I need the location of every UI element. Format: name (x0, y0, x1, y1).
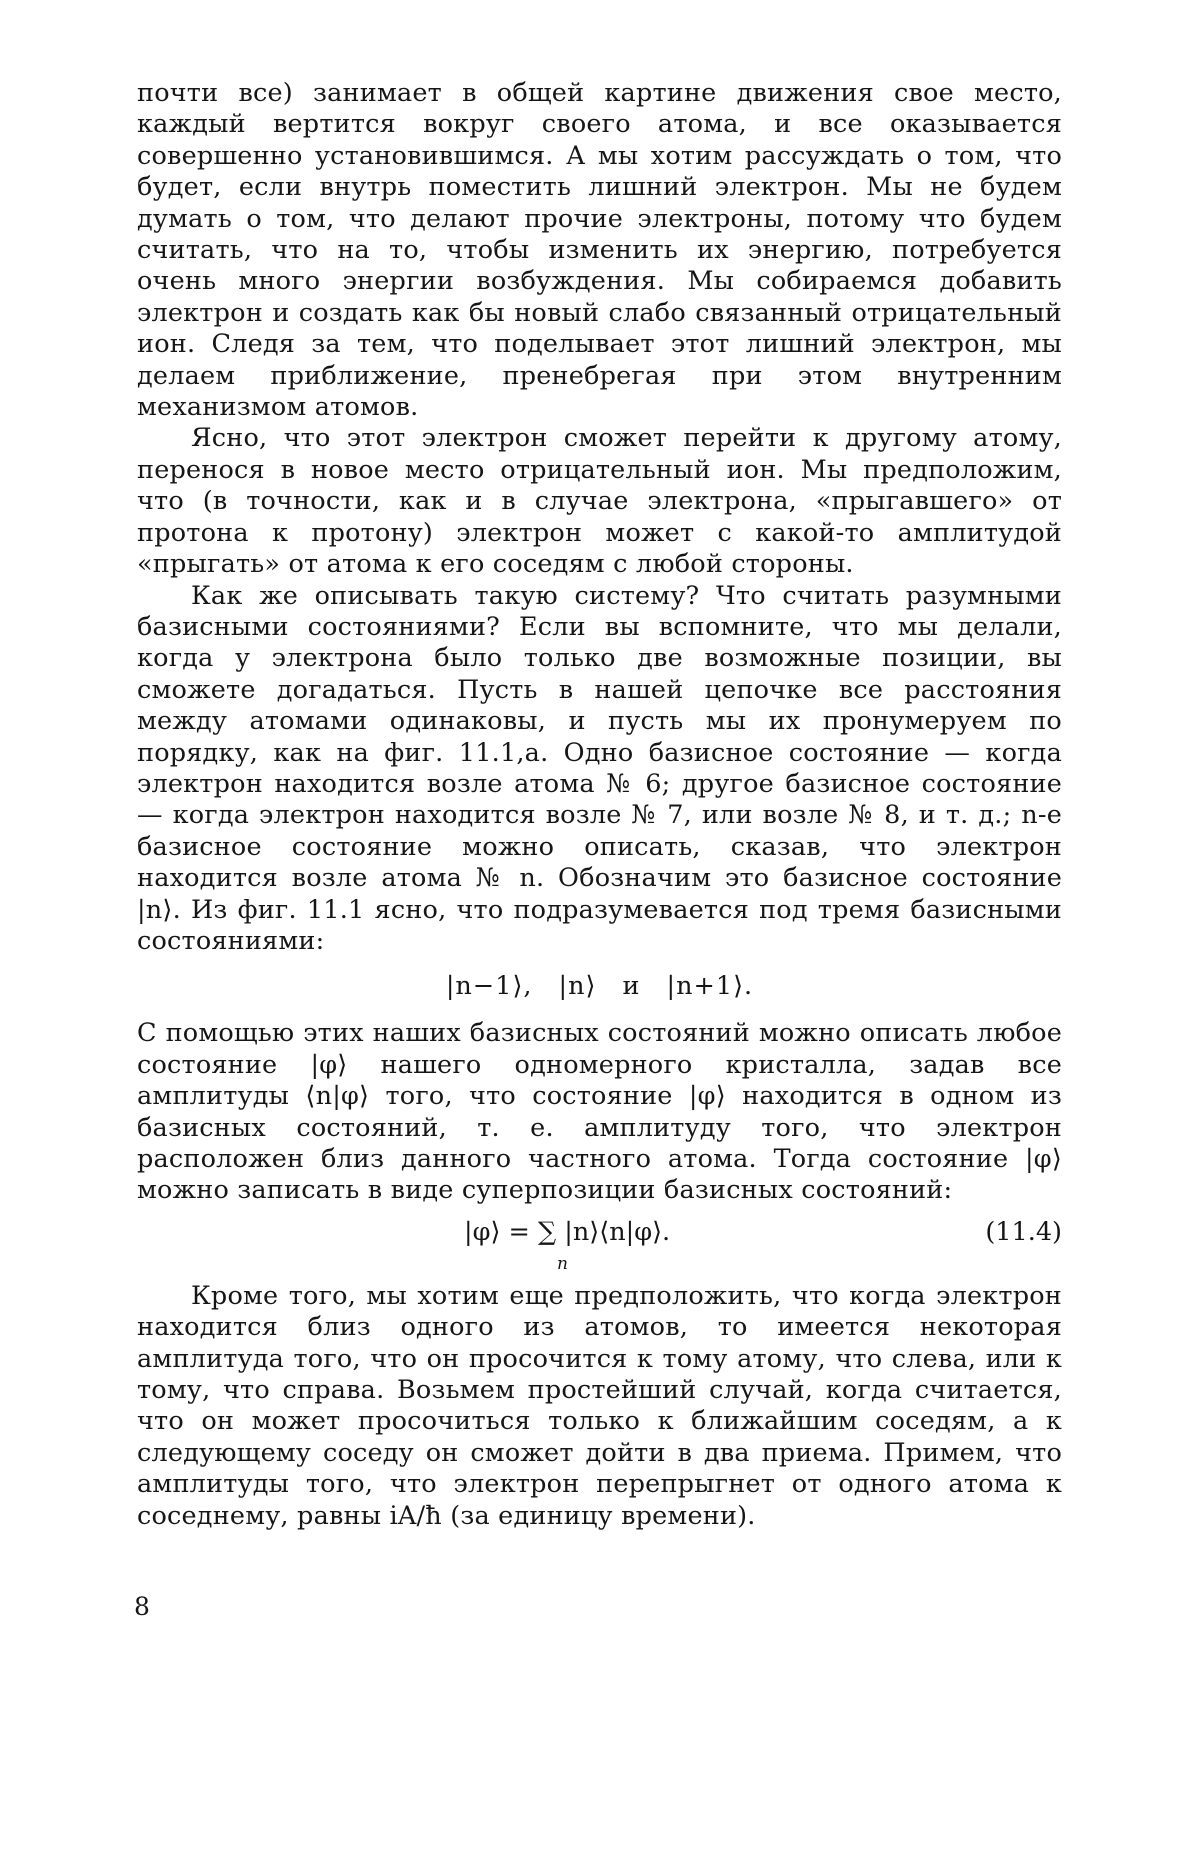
basis-states-formula (137, 971, 1062, 1002)
paragraph-4: С помощью этих наших базисных состояний можно описать любое состояние |φ⟩ нашего одномерного кристалла, задав все амплитуды ⟨n|φ⟩ того, что состояние |φ⟩ находится в одном из базисных состояний, т. е. амплитуду того, что электрон расположен близ данного частного атома. Тогда состояние |φ⟩ можно записать в виде суперпозиции базисных состояний: (137, 1018, 1062, 1206)
paragraph-1: почти все) занимает в общей картине движения свое место, каждый вертится вокруг своего атома, и все оказывается совершенно установившимся. А мы хотим рассуждать о том, что будет, если внутрь поместить лишний электрон. Мы не будем думать о том, что делают прочие электроны, потому что будем считать, что на то, чтобы изменить их энергию, потребуется очень много энергии возбуждения. Мы собираемся добавить электрон и создать как бы новый слабо связанный отрицательный ион. Следя за тем, что поделывает этот лишний электрон, мы делаем приближение, пренебрегая при этом внутренним механизмом атомов. (137, 78, 1062, 423)
page-number: 8 (134, 1592, 150, 1621)
sum-index: n (557, 1253, 568, 1274)
equation-11-4 (137, 1213, 1062, 1275)
basis-state-n: |n⟩ (558, 971, 597, 1002)
conjunction: и (622, 971, 641, 1002)
basis-state-n-plus-1: |n+1⟩. (666, 971, 754, 1002)
equation-body: |φ⟩ = ∑ |n⟩⟨n|φ⟩. (464, 1216, 671, 1247)
basis-state-n-minus-1: |n−1⟩, (445, 971, 533, 1002)
page-body (137, 78, 1062, 1532)
equation-number: (11.4) (985, 1216, 1062, 1247)
paragraph-3: Как же описывать такую систему? Что считать разумными базисными состояниями? Если вы вспомните, что мы делали, когда у электрона было только две возможные позиции, вы сможете догадаться. Пусть в нашей цепочке все расстояния между атомами одинаковы, и пусть мы их пронумеруем по порядку, как на фиг. 11.1,а. Одно базисное состояние — когда электрон находится возле атома № 6; другое базисное состояние — когда электрон находится возле № 7, или возле № 8, и т. д.; n-е базисное состояние можно описать, сказав, что электрон находится возле атома № n. Обозначим это базисное состояние |n⟩. Из фиг. 11.1 ясно, что подразумевается под тремя базисными состояниями: (137, 580, 1062, 956)
paragraph-2: Ясно, что этот электрон сможет перейти к другому атому, перенося в новое место отрицательный ион. Мы предположим, что (в точности, как и в случае электрона, «прыгавшего» от протона к протону) электрон может с какой-то амплитудой «прыгать» от атома к его соседям с любой стороны. (137, 423, 1062, 580)
paragraph-5: Кроме того, мы хотим еще предположить, что когда электрон находится близ одного из атомов, то имеется некоторая амплитуда того, что он просочится к тому атому, что слева, или к тому, что справа. Возьмем простейший случай, когда считается, что он может просочиться только к ближайшим соседям, а к следующему соседу он сможет дойти в два приема. Примем, что амплитуды того, что электрон перепрыгнет от одного атома к соседнему, равны iA/ħ (за единицу времени). (137, 1280, 1062, 1531)
